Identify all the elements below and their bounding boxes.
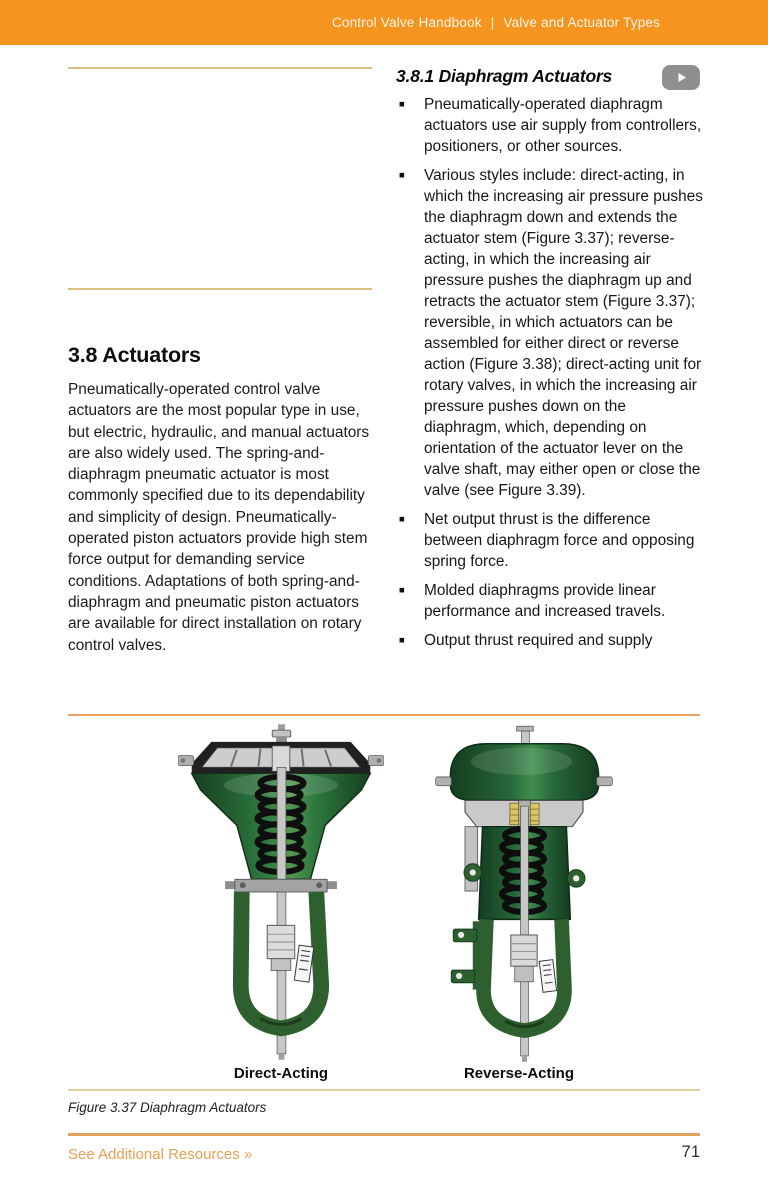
list-item	[396, 94, 704, 157]
running-header	[224, 0, 768, 45]
section-heading-3-8: 3.8 Actuators	[68, 343, 201, 367]
chapter-title: Valve and Actuator Types	[503, 15, 661, 30]
bullet-text: Molded diaphragms provide linear performance and increased travels.	[424, 582, 666, 620]
header-separator: |	[490, 15, 495, 30]
figure-caption: Figure 3.37 Diaphragm Actuators	[68, 1100, 267, 1115]
bullet-marker: ■	[399, 99, 405, 110]
bullet-marker: ■	[399, 514, 405, 525]
list-item	[396, 580, 704, 622]
divider-footer	[68, 1133, 700, 1136]
section-heading-row	[396, 64, 700, 90]
bullet-marker: ■	[399, 170, 405, 181]
bullet-marker: ■	[399, 585, 405, 596]
page-number: 71	[681, 1143, 700, 1161]
bullet-text: Various styles include: direct-acting, in which the increasing air pressure pushes the diaphragm down and extends the actuator stem (Figure 3.37); reverse-acting, in which the increasing air pressure pushes the diaphragm up and retracts the actuator stem (Figure 3.37); reversible, in which actuators can be assembled for either direct or reverse action (Figure 3.38); direct-acting unit for rotary valves, in which the increasing air pressure pushes down on the diaphragm, which, depending on orientation of the actuator lever on the valve shaft, may either open or close the valve (see Figure 3.39).	[424, 167, 703, 499]
list-item	[396, 165, 704, 501]
additional-resources-link[interactable]: See Additional Resources »	[68, 1146, 253, 1163]
bullet-list	[396, 94, 704, 659]
video-play-button[interactable]	[662, 65, 700, 90]
section-heading-3-8-1: 3.8.1 Diaphragm Actuators	[396, 66, 613, 86]
book-title: Control Valve Handbook	[331, 15, 482, 30]
bullet-text: Pneumatically-operated diaphragm actuators use air supply from controllers, positioners, or other sources.	[424, 96, 702, 155]
section-3-8-paragraph: Pneumatically-operated control valve actuators are the most popular type in use, but electric, hydraulic, and manual actuators are also widely used. The spring-and-diaphragm pneumatic actuator is most commonly specified due to its dependability and simplicity of design. Pneumatically-operated piston actuators provide high stem force output for demanding service conditions. Adaptations of both spring-and-diaphragm and pneumatic piston actuators are available for direct installation on rotary control valves.	[68, 381, 370, 654]
divider-figure-top	[68, 714, 700, 716]
figure-label-direct-acting: Direct-Acting	[233, 1065, 329, 1082]
direct-acting-actuator-image	[178, 721, 384, 1063]
header-bar	[0, 0, 768, 45]
divider-figure-bottom	[68, 1089, 700, 1091]
divider-top-frame-upper	[68, 67, 372, 69]
reverse-acting-actuator-image	[424, 724, 624, 1064]
play-icon	[675, 71, 688, 84]
figure-label-reverse-acting: Reverse-Acting	[463, 1065, 575, 1082]
list-item	[396, 509, 704, 572]
bullet-marker: ■	[399, 635, 405, 646]
bullet-text: Output thrust required and supply	[424, 632, 653, 649]
list-item	[396, 630, 704, 651]
bullet-text: Net output thrust is the difference between diaphragm force and opposing spring force.	[424, 511, 695, 570]
divider-top-frame-lower	[68, 288, 372, 290]
